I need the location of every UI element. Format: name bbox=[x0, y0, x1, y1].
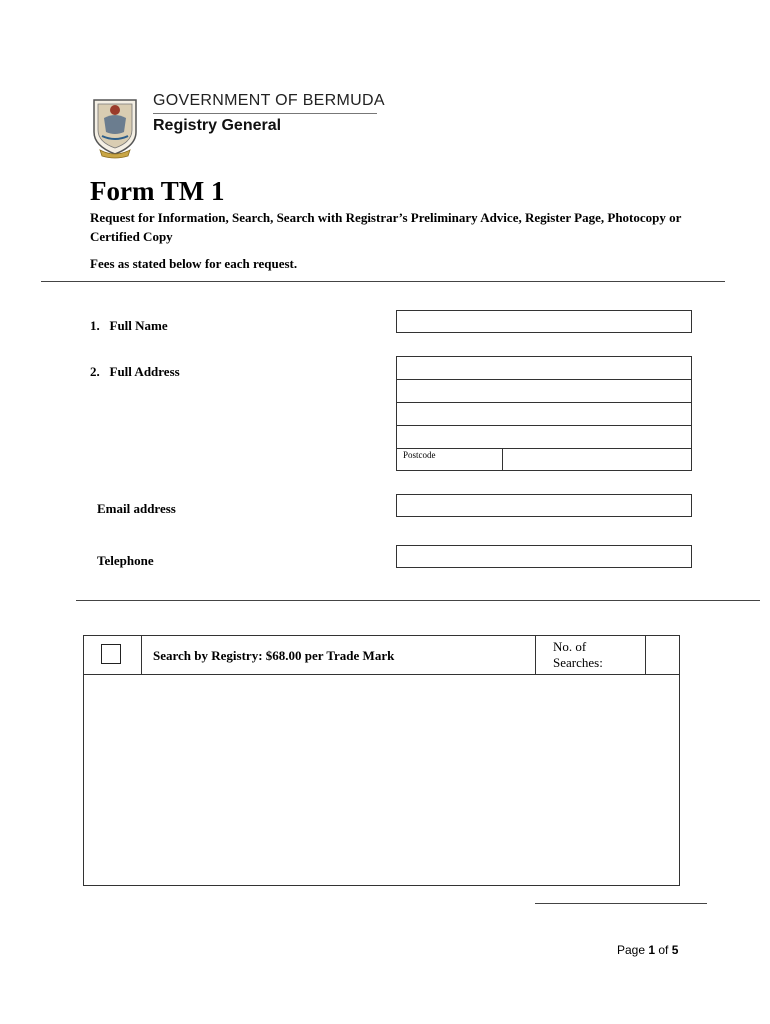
searches-label-line1: No. of bbox=[553, 639, 587, 654]
postcode-label-cell bbox=[396, 448, 503, 471]
postcode-label: Postcode bbox=[403, 450, 436, 460]
government-name: GOVERNMENT OF BERMUDA bbox=[153, 92, 385, 109]
searches-label-line2: Searches: bbox=[553, 655, 603, 670]
address-line-3-input[interactable] bbox=[396, 402, 692, 426]
full-name-label: 1. Full Name bbox=[90, 318, 168, 333]
number-of-searches-input[interactable] bbox=[646, 636, 679, 674]
header-divider bbox=[153, 113, 377, 114]
page-number bbox=[617, 943, 678, 957]
department-name: Registry General bbox=[153, 117, 282, 134]
page-current: 1 bbox=[648, 943, 656, 957]
search-by-registry-label: Search by Registry: $68.00 per Trade Mark bbox=[153, 648, 395, 663]
address-line-2-input[interactable] bbox=[396, 379, 692, 403]
search-option-row bbox=[84, 636, 679, 675]
section-divider-top bbox=[41, 281, 725, 282]
page-of: of bbox=[655, 943, 672, 957]
postcode-input[interactable] bbox=[502, 448, 692, 471]
email-label: Email address bbox=[97, 501, 176, 516]
fees-note: Fees as stated below for each request. bbox=[90, 256, 298, 271]
bermuda-crest-logo bbox=[90, 96, 140, 160]
full-name-input[interactable] bbox=[396, 310, 692, 333]
telephone-input[interactable] bbox=[396, 545, 692, 568]
number-of-searches-label bbox=[553, 639, 603, 671]
cell-divider bbox=[535, 636, 536, 674]
search-by-registry-section bbox=[83, 635, 680, 886]
address-line-4-input[interactable] bbox=[396, 425, 692, 449]
form-title: Form TM 1 bbox=[90, 176, 225, 206]
telephone-label: Telephone bbox=[97, 553, 154, 568]
form-subtitle: Request for Information, Search, Search with Registrar’s Preliminary Advice, Register Page, Photocopy or Certified Copy bbox=[90, 210, 682, 244]
signature-line bbox=[535, 903, 707, 904]
search-details-area[interactable] bbox=[84, 675, 679, 885]
email-input[interactable] bbox=[396, 494, 692, 517]
page-prefix: Page bbox=[617, 943, 649, 957]
page-total: 5 bbox=[671, 943, 679, 957]
cell-divider bbox=[141, 636, 142, 674]
address-line-1-input[interactable] bbox=[396, 356, 692, 380]
full-address-label: 2. Full Address bbox=[90, 364, 180, 379]
search-by-registry-checkbox[interactable] bbox=[101, 644, 121, 664]
section-divider-bottom bbox=[76, 600, 760, 601]
